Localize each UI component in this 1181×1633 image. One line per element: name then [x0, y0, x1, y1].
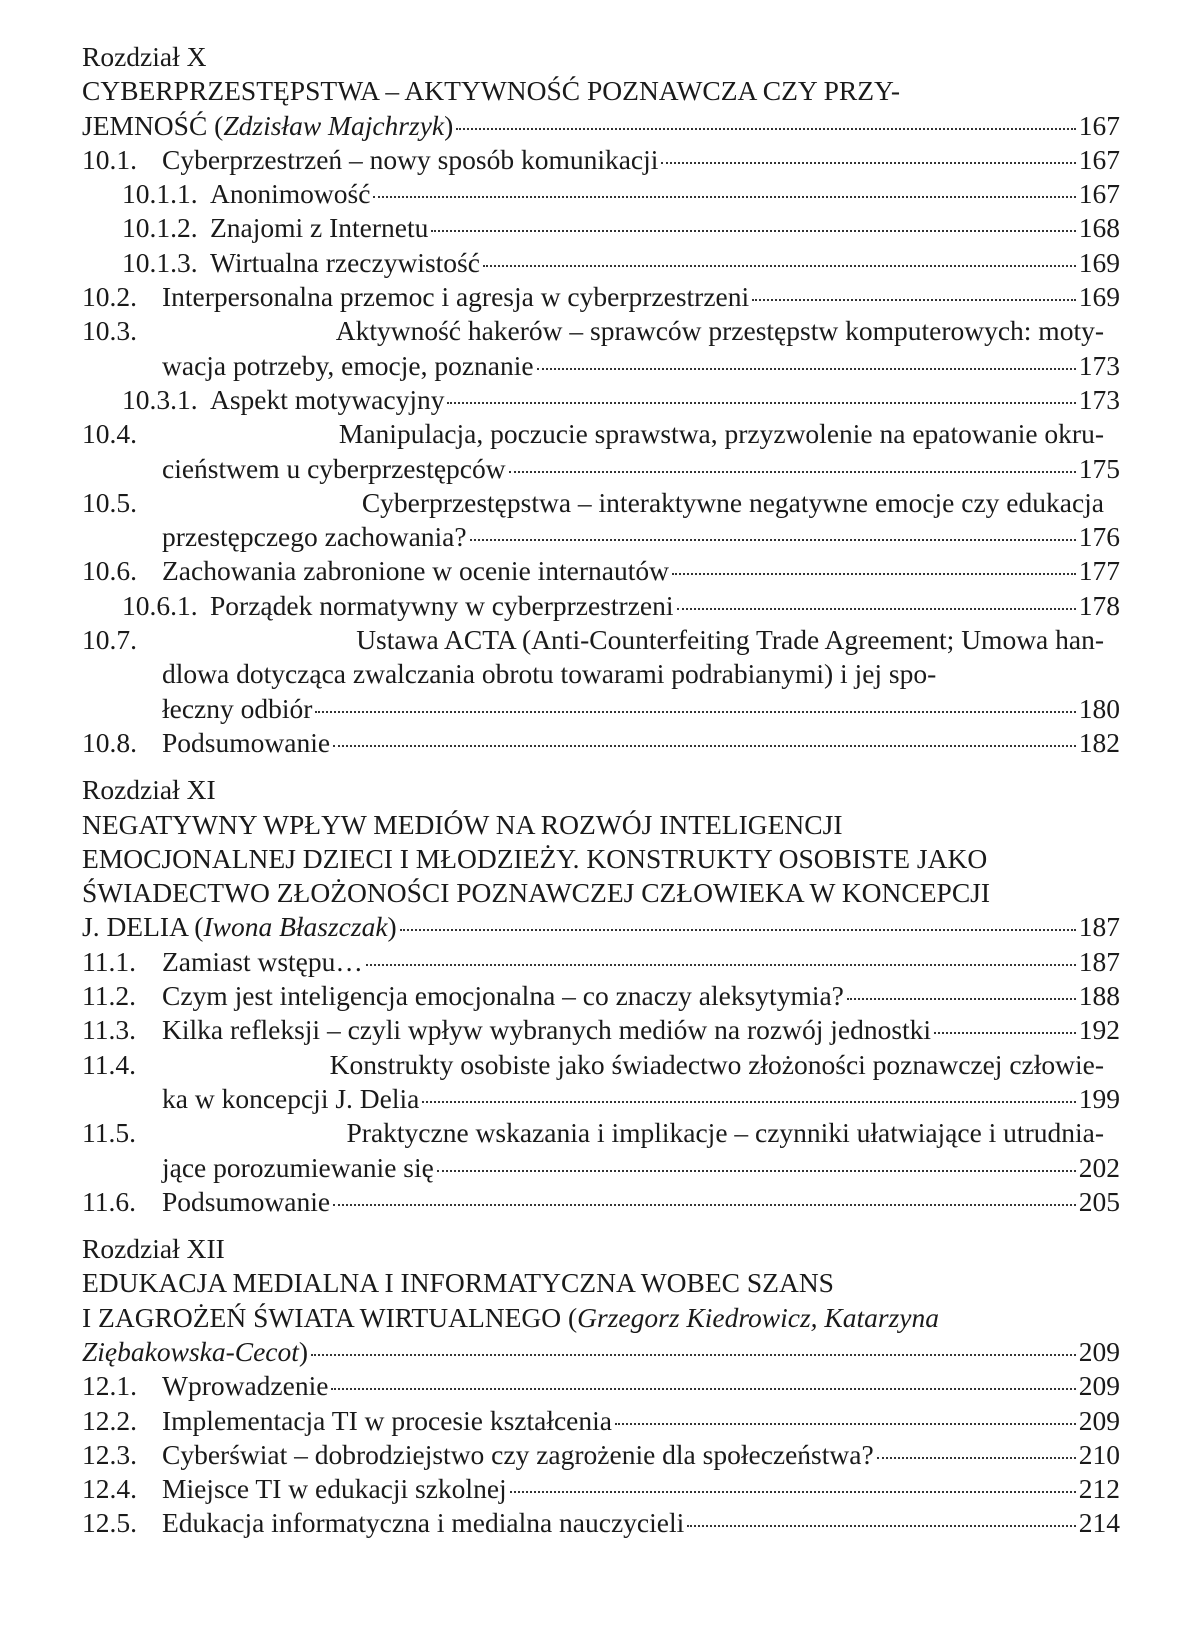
page-number: 169 — [1078, 281, 1120, 313]
toc-entry-line — [82, 486, 1104, 520]
chapter-title-text: CYBERPRZESTĘPSTWA – AKTYWNOŚĆ POZNAWCZA CZY PRZY- — [82, 75, 901, 107]
toc-entry — [82, 589, 1120, 623]
chapter-title-text: JEMNOŚĆ ( — [82, 109, 224, 141]
dot-leader — [537, 368, 1076, 370]
chapter-title-text: J. DELIA ( — [82, 911, 204, 943]
page-number: 168 — [1078, 212, 1120, 244]
section-number: 12.3. — [82, 1438, 137, 1470]
toc-entry — [82, 726, 1120, 760]
section-title: Implementacja TI w procesie kształcenia — [162, 1404, 612, 1436]
section-title: Porządek normatywny w cyberprzestrzeni — [210, 589, 674, 621]
page-number: 205 — [1078, 1185, 1120, 1217]
toc-entry-line — [122, 383, 1120, 417]
section-title: Cyberprzestępstwa – interaktywne negatywne emocje czy edukacja — [361, 486, 1104, 518]
toc-entry — [82, 1048, 1120, 1117]
page-number: 209 — [1078, 1404, 1120, 1436]
toc-entry-line — [122, 211, 1120, 245]
dot-leader — [311, 1354, 1076, 1356]
toc-entry — [82, 1369, 1120, 1403]
dot-leader — [333, 1204, 1076, 1206]
chapter-title-entry — [82, 109, 1120, 143]
section-title: Manipulacja, poczucie sprawstwa, przyzwolenie na epatowanie okru- — [338, 418, 1104, 450]
section-title: Wprowadzenie — [162, 1370, 329, 1402]
dot-leader — [677, 608, 1076, 610]
toc-entry — [82, 1404, 1120, 1438]
page-number: 173 — [1078, 383, 1120, 415]
section-title: Zamiast wstępu… — [162, 945, 363, 977]
section-number: 10.1.3. — [122, 246, 198, 278]
section-title: Wirtualna rzeczywistość — [210, 246, 480, 278]
toc-entry-line — [82, 1185, 1120, 1219]
chapter-author: Ziębakowska-Cecot — [82, 1335, 299, 1367]
toc-entry — [82, 554, 1120, 588]
section-title: Podsumowanie — [162, 1185, 331, 1217]
dot-leader — [373, 196, 1075, 198]
section-number: 10.1. — [82, 143, 137, 175]
section-number: 10.4. — [82, 418, 137, 450]
toc-entry-line — [82, 979, 1120, 1013]
toc-entry-line — [82, 657, 1104, 691]
dot-leader — [934, 1032, 1076, 1034]
toc-entry — [82, 1506, 1120, 1540]
toc-entry-line — [82, 143, 1120, 177]
chapter-label — [82, 1232, 1104, 1266]
toc-entry-line — [122, 589, 1120, 623]
toc-entry — [82, 177, 1120, 211]
section-title: dlowa dotycząca zwalczania obrotu towarami podrabianymi) i jej spo- — [162, 658, 937, 690]
toc-entry — [82, 1438, 1120, 1472]
dot-leader — [470, 539, 1076, 541]
toc-entry-line — [82, 1082, 1120, 1116]
section-number: 10.7. — [82, 624, 137, 656]
toc-entry — [82, 143, 1120, 177]
toc-entry-line — [82, 1438, 1120, 1472]
section-number: 11.4. — [82, 1048, 136, 1080]
toc-entry — [82, 979, 1120, 1013]
page-number: 167 — [1078, 109, 1120, 141]
toc-entry-line — [82, 452, 1120, 486]
chapter-block — [82, 1232, 1120, 1541]
section-title: Cyberprzestrzeń – nowy sposób komunikacji — [162, 143, 659, 175]
page-number: 187 — [1078, 945, 1120, 977]
chapter-label — [82, 40, 1104, 74]
chapter-label-text: Rozdział XI — [82, 774, 216, 806]
dot-leader — [437, 1170, 1076, 1172]
section-title: ka w koncepcji J. Delia — [162, 1082, 420, 1114]
dot-leader — [687, 1525, 1076, 1527]
toc-entry-line — [82, 1369, 1120, 1403]
chapter-title-entry — [82, 1335, 1120, 1369]
toc-entry — [82, 280, 1120, 314]
chapter-author: Grzegorz Kiedrowicz, Katarzyna — [577, 1301, 940, 1333]
section-number: 10.8. — [82, 726, 137, 758]
section-title: jące porozumiewanie się — [162, 1151, 434, 1183]
chapter-block — [82, 773, 1120, 1219]
page-number: 212 — [1078, 1473, 1120, 1505]
section-number: 12.2. — [82, 1404, 137, 1436]
section-title: Aktywność hakerów – sprawców przestępstw komputerowych: moty- — [335, 315, 1104, 347]
section-number: 11.6. — [82, 1185, 136, 1217]
toc-entry — [82, 486, 1120, 555]
page-number: 209 — [1078, 1335, 1120, 1367]
section-title: Aspekt motywacyjny — [210, 383, 445, 415]
page-number: 177 — [1078, 555, 1120, 587]
toc-entry — [82, 1472, 1120, 1506]
section-number: 12.5. — [82, 1507, 137, 1539]
chapter-title-tail: ) — [444, 109, 454, 141]
page-number: 187 — [1078, 911, 1120, 943]
section-title: Konstrukty osobiste jako świadectwo złożoności poznawczej człowie- — [329, 1048, 1104, 1080]
section-title: Cyberświat – dobrodziejstwo czy zagrożenie dla społeczeństwa? — [162, 1438, 874, 1470]
section-number: 11.3. — [82, 1014, 136, 1046]
toc-entry — [82, 417, 1120, 486]
chapter-label-text: Rozdział XII — [82, 1233, 225, 1265]
section-title: Miejsce TI w edukacji szkolnej — [162, 1473, 507, 1505]
toc-entry-line — [82, 520, 1120, 554]
chapter-title-tail: ) — [298, 1335, 309, 1367]
chapter-title-line — [82, 74, 1104, 108]
section-title: Praktyczne wskazania i implikacje – czynniki ułatwiające i utrudnia- — [346, 1117, 1104, 1149]
toc-entry-line — [82, 726, 1120, 760]
section-title: Edukacja informatyczna i medialna nauczycieli — [162, 1507, 685, 1539]
dot-leader — [447, 402, 1075, 404]
chapter-title-line — [82, 876, 1104, 910]
dot-leader — [510, 1491, 1076, 1493]
chapter-title-line — [82, 808, 1104, 842]
page-number: 182 — [1078, 726, 1120, 758]
toc-entry — [82, 211, 1120, 245]
page-number: 169 — [1078, 246, 1120, 278]
chapter-title-text: I ZAGROŻEŃ ŚWIATA WIRTUALNEGO ( — [82, 1301, 578, 1333]
toc-entry-line — [82, 314, 1104, 348]
page-number: 199 — [1078, 1082, 1120, 1114]
section-title: Znajomi z Internetu — [210, 212, 429, 244]
toc-entry-line — [82, 554, 1120, 588]
section-number: 11.1. — [82, 945, 136, 977]
chapter-title-line — [82, 1301, 1104, 1335]
page-number: 167 — [1078, 143, 1120, 175]
toc-entry-line — [82, 280, 1120, 314]
section-number: 10.6. — [82, 555, 137, 587]
section-title: Anonimowość — [210, 178, 371, 210]
chapter-title-line — [82, 1266, 1104, 1300]
section-title: Podsumowanie — [162, 726, 331, 758]
toc-entry-line — [82, 623, 1104, 657]
toc-entry — [82, 314, 1120, 383]
section-title: łeczny odbiór — [162, 692, 313, 724]
dot-leader — [431, 230, 1075, 232]
chapter-title-text: EMOCJONALNEJ DZIECI I MŁODZIEŻY. KONSTRUKTY OSOBISTE JAKO — [82, 842, 988, 874]
chapter-title-tail: ) — [387, 911, 397, 943]
page-number: 214 — [1078, 1507, 1120, 1539]
chapter-author: Iwona Błaszczak — [203, 911, 388, 943]
dot-leader — [333, 745, 1076, 747]
toc-entry-line — [82, 945, 1120, 979]
section-title: przestępczego zachowania? — [162, 521, 467, 553]
chapter-title-entry — [82, 910, 1120, 944]
toc-entry-line — [82, 349, 1120, 383]
toc-entry — [82, 1013, 1120, 1047]
page-number: 180 — [1078, 692, 1120, 724]
chapter-author: Zdzisław Majchrzyk — [223, 109, 445, 141]
section-number: 10.6.1. — [122, 589, 198, 621]
dot-leader — [400, 929, 1076, 931]
toc-entry — [82, 1185, 1120, 1219]
dot-leader — [422, 1101, 1075, 1103]
dot-leader — [509, 471, 1076, 473]
toc-entry — [82, 383, 1120, 417]
page-number: 173 — [1078, 349, 1120, 381]
section-number: 10.2. — [82, 281, 137, 313]
page-number: 202 — [1078, 1151, 1120, 1183]
dot-leader — [877, 1457, 1076, 1459]
toc-entry-line — [82, 1116, 1104, 1150]
dot-leader — [752, 299, 1076, 301]
table-of-contents — [82, 40, 1120, 1554]
section-number: 10.1.1. — [122, 178, 198, 210]
section-number: 11.5. — [82, 1117, 136, 1149]
page-number: 210 — [1078, 1438, 1120, 1470]
section-title: wacja potrzeby, emocje, poznanie — [162, 349, 534, 381]
dot-leader — [331, 1388, 1075, 1390]
toc-entry — [82, 945, 1120, 979]
chapter-title-text: ŚWIADECTWO ZŁOŻONOŚCI POZNAWCZEJ CZŁOWIEKA W KONCEPCJI — [82, 877, 991, 909]
section-title: Ustawa ACTA (Anti-Counterfeiting Trade Agreement; Umowa han- — [356, 624, 1104, 656]
page-number: 175 — [1078, 452, 1120, 484]
toc-entry — [82, 246, 1120, 280]
page-number: 188 — [1078, 980, 1120, 1012]
toc-entry-line — [82, 417, 1104, 451]
chapter-title-text: EDUKACJA MEDIALNA I INFORMATYCZNA WOBEC SZANS — [82, 1267, 834, 1299]
toc-entry-line — [82, 1048, 1104, 1082]
dot-leader — [483, 265, 1076, 267]
dot-leader — [847, 998, 1076, 1000]
dot-leader — [661, 162, 1075, 164]
page-number: 178 — [1078, 589, 1120, 621]
section-number: 10.5. — [82, 486, 137, 518]
page-number: 176 — [1078, 521, 1120, 553]
dot-leader — [366, 964, 1076, 966]
toc-entry-line — [82, 692, 1120, 726]
toc-entry-line — [82, 1404, 1120, 1438]
section-title: Interpersonalna przemoc i agresja w cyberprzestrzeni — [162, 281, 750, 313]
dot-leader — [456, 128, 1075, 130]
section-number: 10.1.2. — [122, 212, 198, 244]
chapter-label — [82, 773, 1104, 807]
section-number: 10.3.1. — [122, 383, 198, 415]
chapter-title-line — [82, 842, 1104, 876]
page-number: 192 — [1078, 1014, 1120, 1046]
section-title: Zachowania zabronione w ocenie internautów — [162, 555, 670, 587]
page-number: 167 — [1078, 178, 1120, 210]
chapter-block — [82, 40, 1120, 760]
toc-entry-line — [82, 1151, 1120, 1185]
section-title: Kilka refleksji – czyli wpływ wybranych mediów na rozwój jednostki — [162, 1014, 932, 1046]
toc-entry-line — [82, 1506, 1120, 1540]
dot-leader — [672, 573, 1076, 575]
section-number: 11.2. — [82, 980, 136, 1012]
chapter-title-text: NEGATYWNY WPŁYW MEDIÓW NA ROZWÓJ INTELIGENCJI — [82, 808, 843, 840]
toc-entry — [82, 623, 1120, 726]
chapter-label-text: Rozdział X — [82, 41, 207, 72]
toc-entry — [82, 1116, 1120, 1185]
section-number: 12.4. — [82, 1473, 137, 1505]
dot-leader — [315, 711, 1075, 713]
section-title: Czym jest inteligencja emocjonalna – co znaczy aleksytymia? — [162, 980, 844, 1012]
section-number: 12.1. — [82, 1370, 137, 1402]
section-title: cieństwem u cyberprzestępców — [162, 452, 506, 484]
section-number: 10.3. — [82, 315, 137, 347]
toc-entry-line — [122, 246, 1120, 280]
toc-entry-line — [82, 1013, 1120, 1047]
toc-entry-line — [122, 177, 1120, 211]
page-number: 209 — [1078, 1370, 1120, 1402]
dot-leader — [615, 1423, 1076, 1425]
toc-entry-line — [82, 1472, 1120, 1506]
